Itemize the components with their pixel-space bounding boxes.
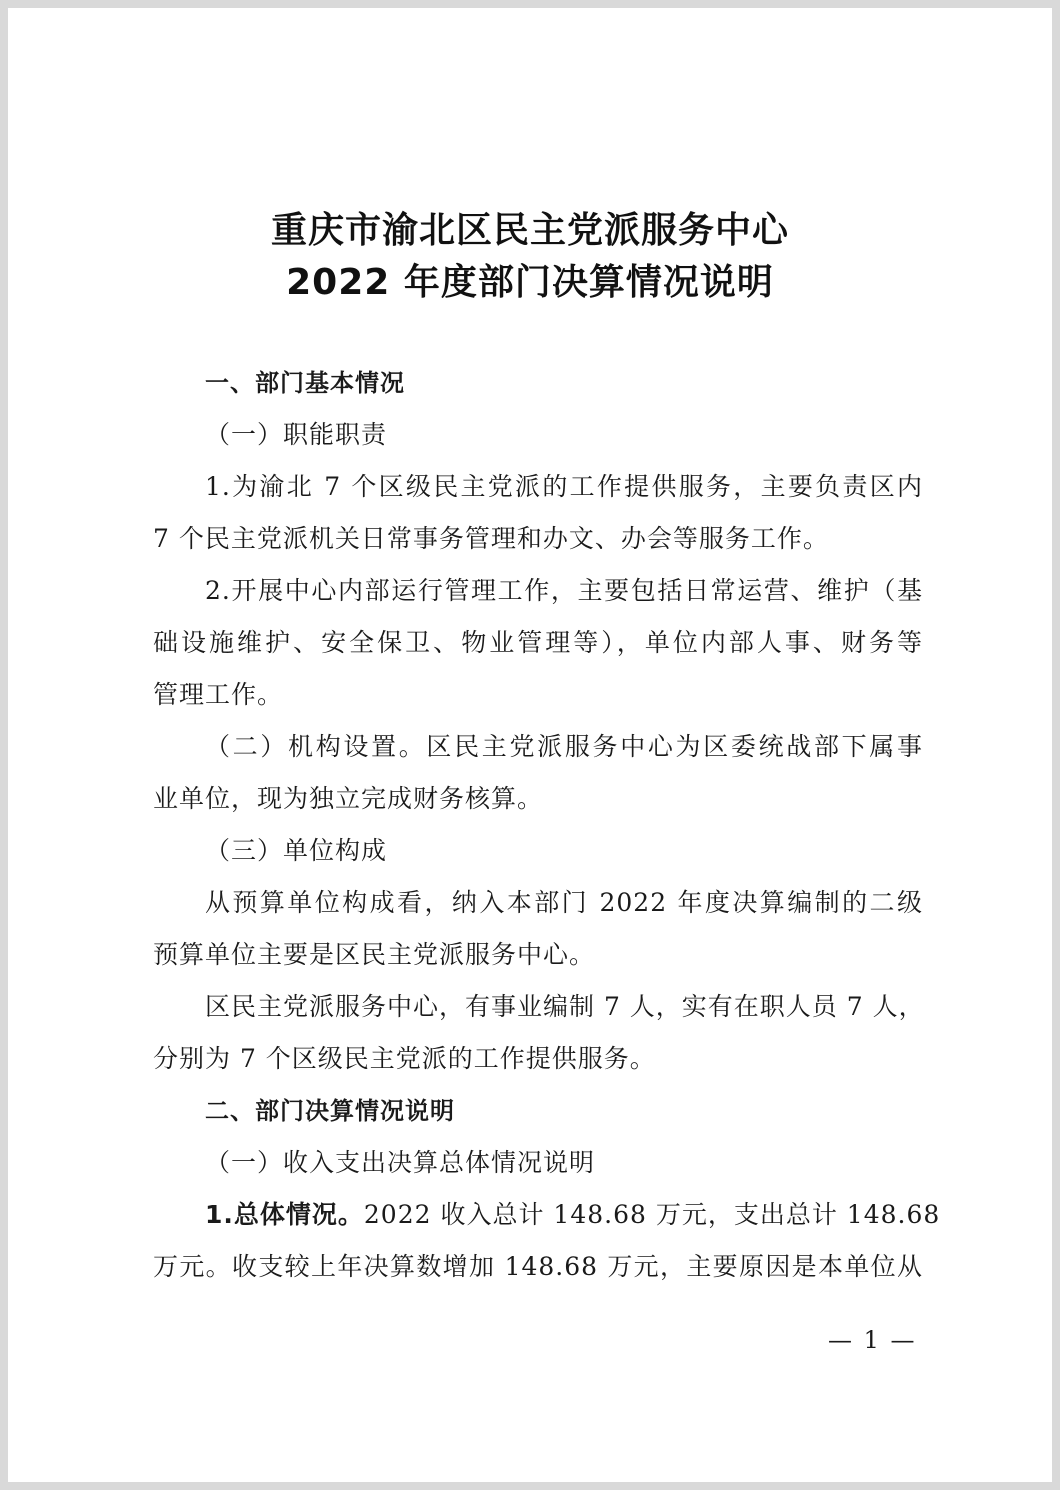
- sub2-line2: 业单位，现为独立完成财务核算。: [153, 784, 544, 813]
- sub1-heading: （一）职能职责: [205, 420, 388, 449]
- section1-heading: 一、部门基本情况: [205, 369, 405, 397]
- document-title-line2: 2022 年度部门决算情况说明: [286, 262, 774, 303]
- overall-line1-rest: 2022 收入总计 148.68 万元，支出总计 148.68: [363, 1200, 941, 1229]
- sec2-sub1-heading: （一）收入支出决算总体情况说明: [205, 1148, 596, 1177]
- para2-line2: 分别为 7 个区级民主党派的工作提供服务。: [153, 1044, 656, 1073]
- para1-line1: 从预算单位构成看，纳入本部门 2022 年度决算编制的二级: [205, 888, 923, 917]
- item1-line1: 1.为渝北 7 个区级民主党派的工作提供服务，主要负责区内: [205, 472, 923, 501]
- document-title-line1: 重庆市渝北区民主党派服务中心: [270, 210, 789, 251]
- item2-line3: 管理工作。: [153, 680, 284, 709]
- sub2-line1: （二）机构设置。区民主党派服务中心为区委统战部下属事: [205, 732, 923, 761]
- item2-line1: 2.开展中心内部运行管理工作，主要包括日常运营、维护（基: [205, 576, 923, 605]
- para2-line1: 区民主党派服务中心，有事业编制 7 人，实有在职人员 7 人，: [205, 992, 925, 1021]
- item1-line2: 7 个民主党派机关日常事务管理和办文、办会等服务工作。: [153, 524, 829, 553]
- para1-line2: 预算单位主要是区民主党派服务中心。: [153, 940, 596, 969]
- sub3-heading: （三）单位构成: [205, 836, 388, 865]
- page-number: — 1 —: [828, 1326, 917, 1354]
- overall-line2: 万元。收支较上年决算数增加 148.68 万元，主要原因是本单位从: [153, 1252, 923, 1281]
- section2-heading: 二、部门决算情况说明: [205, 1097, 455, 1125]
- document-page: [8, 8, 1052, 1482]
- item2-line2: 础设施维护、安全保卫、物业管理等），单位内部人事、财务等: [153, 628, 923, 657]
- overall-label: 1.总体情况。: [205, 1200, 364, 1229]
- overall-line1: [205, 1198, 941, 1232]
